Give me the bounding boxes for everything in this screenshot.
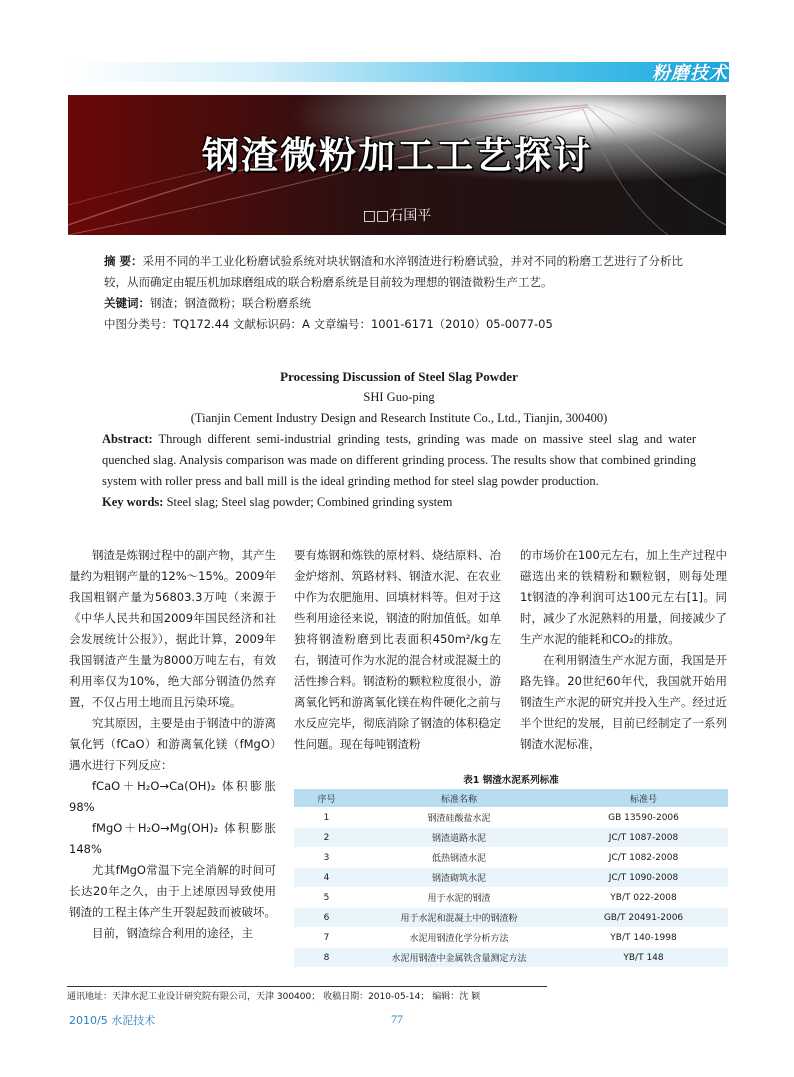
table-header-row [294, 789, 728, 808]
table-cell: YB/T 022-2008 [559, 888, 728, 908]
body-paragraph: 尤其fMgO常温下完全消解的时间可长达20年之久，由于上述原因导致使用钢渣的工程主体产生开裂起鼓而被破坏。 [69, 863, 276, 919]
chinese-abstract [104, 251, 698, 335]
header-band [67, 62, 729, 82]
body-paragraph: 目前，钢渣综合利用的途径，主 [92, 926, 253, 940]
table-row [294, 908, 728, 928]
table-cell: JC/T 1090-2008 [559, 868, 728, 888]
english-author: SHI Guo-ping [363, 390, 435, 404]
table-cell: 2 [294, 828, 359, 848]
section-label: 粉磨技术 [652, 63, 728, 84]
article-title: 钢渣微粉加工工艺探讨 [202, 134, 592, 177]
english-affiliation: (Tianjin Cement Industry Design and Research Institute Co., Ltd., Tianjin, 300400) [190, 411, 608, 425]
english-keywords [102, 492, 696, 513]
table-row [294, 828, 728, 848]
page-number: 77 [391, 1012, 403, 1026]
table-row [294, 928, 728, 948]
english-abstract-label: Abstract: [102, 432, 153, 446]
english-abstract-body: Through different semi-industrial grinding tests, grinding was made on massive steel slag and water quenched slag. Analysis comparison was made on different grinding process. The results show that combined grinding system with roller press and ball mill is the ideal grinding method for steel slag powder production. [102, 432, 696, 488]
english-keywords-label: Key words: [102, 495, 164, 509]
english-keywords-text: Steel slag; Steel slag powder; Combined grinding system [163, 495, 453, 509]
keywords-text: 钢渣；钢渣微粉；联合粉磨系统 [150, 296, 311, 310]
journal-issue: 2010/5 水泥技术 [69, 1014, 156, 1027]
footnote-divider [67, 986, 547, 987]
table-cell: YB/T 148 [559, 948, 728, 968]
table-row [294, 888, 728, 908]
table-cell: 8 [294, 948, 359, 968]
table-cell: GB 13590-2006 [559, 808, 728, 828]
table-cell: 钢渣硅酸盐水泥 [359, 808, 559, 828]
body-column-2 [294, 545, 501, 755]
table-caption: 表1 钢渣水泥系列标准 [463, 775, 559, 786]
table-cell: 低热钢渣水泥 [359, 848, 559, 868]
table-row [294, 868, 728, 888]
footnote: 通讯地址：天津水泥工业设计研究院有限公司，天津 300400； 收稿日期：2010-05-14； 编辑：沈 颖 [67, 992, 481, 1002]
keywords-line [104, 293, 698, 314]
article-author: □□石国平 [362, 208, 432, 224]
abstract-paragraph [104, 251, 698, 293]
table-cell: 4 [294, 868, 359, 888]
english-abstract [102, 366, 696, 513]
table-cell: JC/T 1087-2008 [559, 828, 728, 848]
abstract-label: 摘 要： [104, 254, 143, 268]
equation-line: fMgO＋H₂O→Mg(OH)₂ 体积膨胀148% [69, 821, 276, 856]
table-cell: GB/T 20491-2006 [559, 908, 728, 928]
body-paragraph: 在利用钢渣生产水泥方面，我国是开路先锋。20世纪60年代，我国就开始用钢渣生产水泥的研究并投入生产。经过近半个世纪的发展，目前已经制定了一系列钢渣水泥标准， [520, 653, 727, 751]
table-cell: 1 [294, 808, 359, 828]
table-header-cell: 标准号 [559, 789, 728, 808]
standards-table [294, 789, 728, 968]
equation-line: fCaO＋H₂O→Ca(OH)₂ 体积膨胀98% [69, 779, 276, 814]
table-cell: 5 [294, 888, 359, 908]
table-cell: 3 [294, 848, 359, 868]
body-column-1 [69, 545, 276, 944]
body-paragraph: 究其原因，主要是由于钢渣中的游离氧化钙（fCaO）和游离氧化镁（fMgO）遇水进行下列反应： [69, 716, 276, 772]
table-cell: 水泥用钢渣中金属铁含量测定方法 [359, 948, 559, 968]
keywords-label: 关键词： [104, 296, 150, 310]
body-paragraph: 的市场价在100元左右，加上生产过程中磁选出来的铁精粉和颗粒钢，则每处理1t钢渣的净利润可达100元左右[1]。同时，减少了水泥熟料的用量，间接减少了生产水泥的能耗和CO₂的排放。 [520, 548, 727, 646]
abstract-text: 采用不同的半工业化粉磨试验系统对块状钢渣和水淬钢渣进行粉磨试验，并对不同的粉磨工艺进行了分析比较，从而确定由辊压机加球磨组成的联合粉磨系统是目前较为理想的钢渣微粉生产工艺。 [104, 254, 684, 289]
table-cell: 7 [294, 928, 359, 948]
table-row [294, 848, 728, 868]
table-header-cell: 标准名称 [359, 789, 559, 808]
table-cell: 用于水泥的钢渣 [359, 888, 559, 908]
table-cell: 钢渣砌筑水泥 [359, 868, 559, 888]
title-banner [68, 95, 726, 235]
english-abstract-text [102, 429, 696, 492]
table-cell: JC/T 1082-2008 [559, 848, 728, 868]
english-title: Processing Discussion of Steel Slag Powder [280, 369, 518, 384]
table-row [294, 808, 728, 828]
body-paragraph: 要有炼钢和炼铁的原材料、烧结原料、冶金炉熔剂、筑路材料、钢渣水泥、在农业中作为农肥施用、回填材料等。但对于这些利用途径来说，钢渣的附加值低。如单独将钢渣粉磨到比表面积450m²/kg左右，钢渣可作为水泥的混合材或混凝土的活性掺合料。钢渣粉的颗粒粒度很小，游离氧化钙和游离氧化镁在构件硬化之前与水反应完毕，彻底消除了钢渣的体积稳定性问题。现在每吨钢渣粉 [294, 548, 501, 751]
table-cell: 6 [294, 908, 359, 928]
body-column-3 [520, 545, 727, 755]
table-cell: 用于水泥和混凝土中的钢渣粉 [359, 908, 559, 928]
table-cell: 钢渣道路水泥 [359, 828, 559, 848]
table-cell: YB/T 140-1998 [559, 928, 728, 948]
table-cell: 水泥用钢渣化学分析方法 [359, 928, 559, 948]
classification-line: 中图分类号：TQ172.44 文献标识码：A 文章编号：1001-6171（2010）05-0077-05 [104, 317, 553, 331]
table-header-cell: 序号 [294, 789, 359, 808]
table-row [294, 948, 728, 968]
body-paragraph: 钢渣是炼钢过程中的副产物，其产生量约为粗钢产量的12%～15%。2009年我国粗钢产量为56803.3万吨（来源于《中华人民共和国2009年国民经济和社会发展统计公报》），据此计算，2009年我国钢渣产生量为8000万吨左右，有效利用率仅为10%，绝大部分钢渣仍然弃置，不仅占用土地而且污染环境。 [69, 548, 276, 709]
